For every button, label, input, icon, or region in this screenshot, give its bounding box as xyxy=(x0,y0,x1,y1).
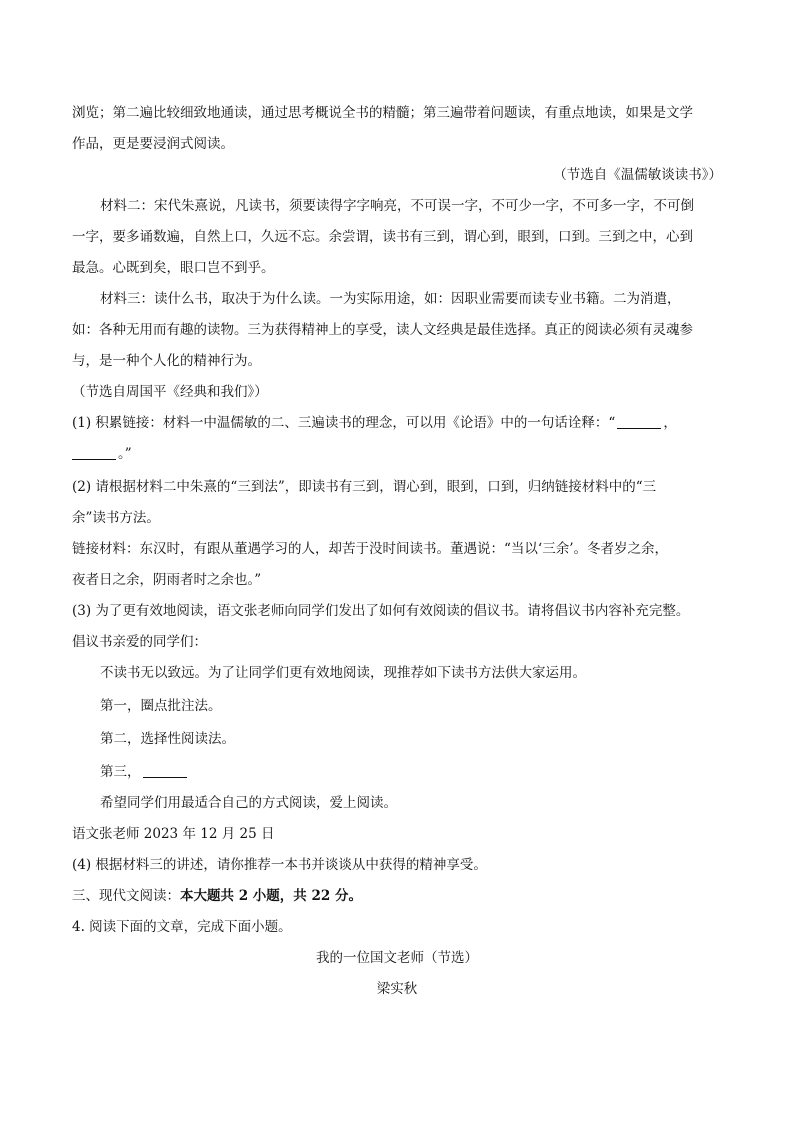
paragraph-line: 一字，要多诵数遍，自然上口，久远不忘。余尝谓，读书有三到，谓心到，眼到，口到。三到之中，心到 xyxy=(72,229,693,245)
question-1-line xyxy=(72,444,728,464)
question-2-line: (2) 请根据材料二中朱熹的“三到法”，即读书有三到，谓心到，眼到，口到，归纳链接材料中的“三 xyxy=(72,479,657,495)
proposal-signature: 语文张老师 2023 年 12 月 25 日 xyxy=(72,826,275,842)
proposal-title: 倡议书亲爱的同学们： xyxy=(72,634,207,650)
proposal-item xyxy=(100,762,728,782)
link-material-line: 链接材料：东汉时，有跟从董遇学习的人，却苦于没时间读书。董遇说：“当以‘三余’。冬者岁之余， xyxy=(72,541,668,557)
article-title: 我的一位国文老师（节选） xyxy=(316,950,478,966)
proposal-item-label: 第三， xyxy=(100,764,141,780)
paragraph-line: 浏览；第二遍比较细致地通读，通过思考概说全书的精髓；第三遍带着问题读，有重点地读，如果是文学 xyxy=(72,105,693,121)
paragraph-line: 材料三：读什么书，取决于为什么读。一为实际用途，如：因职业需要而读专业书籍。二为消遣， xyxy=(100,291,681,307)
answer-blank[interactable] xyxy=(143,763,187,778)
question-instruction: 4. 阅读下面的文章，完成下面小题。 xyxy=(72,919,292,935)
answer-blank[interactable] xyxy=(617,414,661,429)
proposal-paragraph: 希望同学们用最适合自己的方式阅读，爱上阅读。 xyxy=(100,795,397,811)
answer-blank[interactable] xyxy=(72,445,116,460)
question-3-line: (3) 为了更有效地阅读，语文张老师向同学们发出了如何有效阅读的倡议书。请将倡议书内容补充完整。 xyxy=(72,603,690,619)
punctuation: ， xyxy=(663,415,677,431)
article-author: 梁实秋 xyxy=(376,981,418,997)
paragraph-line: 材料二：宋代朱熹说，凡读书，须要读得字字响亮，不可误一字，不可少一字，不可多一字，不可倒 xyxy=(100,198,694,214)
section-heading-prefix: 三、现代文阅读： xyxy=(72,888,180,904)
section-heading-detail: 本大题共 2 小题，共 22 分。 xyxy=(180,888,362,904)
question-1-line xyxy=(72,413,728,433)
section-heading xyxy=(72,886,728,906)
link-material-line: 夜者日之余，阴雨者时之余也。” xyxy=(72,572,262,588)
paragraph-line: 如：各种无用而有趣的读物。三为获得精神上的享受，读人文经典是最佳选择。真正的阅读必须有灵魂参 xyxy=(72,322,693,338)
paragraph-line: 与，是一种个人化的精神行为。 xyxy=(72,353,261,369)
proposal-paragraph: 不读书无以致远。为了让同学们更有效地阅读，现推荐如下读书方法供大家运用。 xyxy=(100,665,586,681)
proposal-item: 第二，选择性阅读法。 xyxy=(100,731,235,747)
paragraph-line: 最急。心既到矣，眼口岂不到乎。 xyxy=(72,260,275,276)
punctuation: 。” xyxy=(118,446,132,462)
paragraph-line: 作品，更是要浸润式阅读。 xyxy=(72,136,234,152)
question-text: (1) 积累链接：材料一中温儒敏的二、三遍读书的理念，可以用《论语》中的一句话诠释：“ xyxy=(72,415,616,431)
proposal-item: 第一，圈点批注法。 xyxy=(100,698,222,714)
source-citation: （节选自《温儒敏谈读书》） xyxy=(553,167,722,183)
question-2-line: 余”读书方法。 xyxy=(72,510,160,526)
question-4-line: (4) 根据材料三的讲述，请你推荐一本书并谈谈从中获得的精神享受。 xyxy=(72,857,487,873)
source-citation: （节选自周国平《经典和我们》） xyxy=(72,384,268,400)
